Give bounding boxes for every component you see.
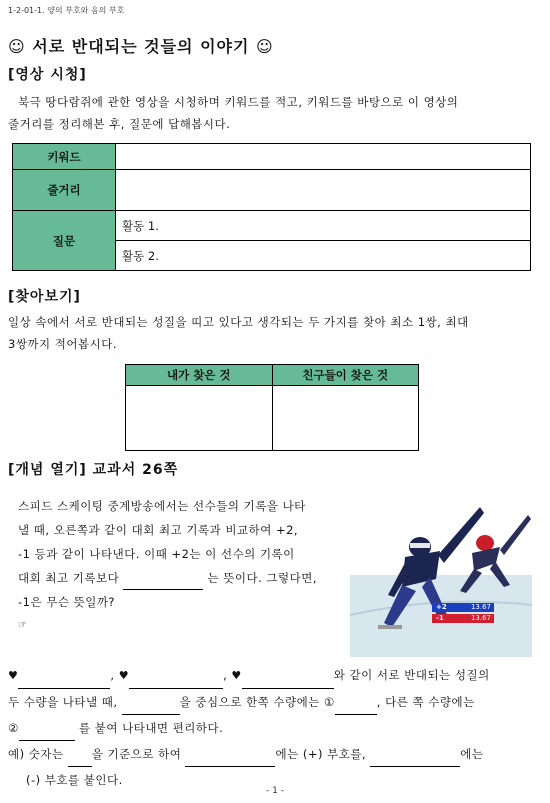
example-b: 을 기준으로 하여 xyxy=(91,747,182,761)
summary-line1 xyxy=(8,662,548,689)
plot-header: 줄거리 xyxy=(13,170,116,211)
score-plus: +2 xyxy=(436,603,447,611)
video-table xyxy=(12,143,531,271)
pointer-icon: ☞ xyxy=(18,620,28,631)
summary-line3-a: ② xyxy=(8,721,19,735)
concept-line5: -1은 무슨 뜻일까? xyxy=(18,595,116,609)
find-section-heading: [찾아보기] xyxy=(8,289,81,305)
blank-3[interactable] xyxy=(242,674,334,689)
my-findings-cell[interactable] xyxy=(126,386,273,451)
summary-block xyxy=(8,662,548,793)
skater-illustration xyxy=(350,495,532,657)
blank-minus-side[interactable] xyxy=(370,752,460,767)
blank-plus-side[interactable] xyxy=(185,752,275,767)
friends-findings-header: 친구들이 찾은 것 xyxy=(272,365,419,386)
summary-line2-a: 두 수량을 나타낼 때, xyxy=(8,695,118,709)
example-line2: (-) 부호를 붙인다. xyxy=(26,773,123,787)
concept-line2: 낼 때, 오른쪽과 같이 대회 최고 기록과 비교하여 +2, xyxy=(18,523,299,537)
video-instruction-line1: 북극 땅다람쥐에 관한 영상을 시청하며 키워드를 적고, 키워드를 바탕으로 이 영상의 xyxy=(18,95,459,109)
friends-findings-cell[interactable] xyxy=(272,386,419,451)
page-title: ☺ 서로 반대되는 것들의 이야기 ☺ xyxy=(8,37,274,56)
keyword-header: 키워드 xyxy=(13,144,116,170)
concept-line4-start: 대회 최고 기록보다 xyxy=(18,571,120,585)
heart-icon: ♥ xyxy=(8,669,19,682)
page-number: - 1 - xyxy=(266,786,284,796)
plot-cell[interactable] xyxy=(116,170,531,211)
concept-line1: 스피드 스케이팅 중계방송에서는 선수들의 기록을 나타 xyxy=(18,499,306,513)
score-minus: -1 xyxy=(436,614,444,622)
example-c: 에는 (+) 부호를, xyxy=(275,747,367,761)
example-a: 예) 숫자는 xyxy=(8,747,64,761)
concept-line4 xyxy=(18,566,317,590)
blank-sign2[interactable] xyxy=(19,726,75,741)
comma: , xyxy=(110,668,115,682)
heart-icon: ♥ xyxy=(118,669,130,682)
blank-2[interactable] xyxy=(129,674,223,689)
video-section-heading: [영상 시청] xyxy=(8,67,87,83)
heart-icon: ♥ xyxy=(231,669,242,682)
document-code: 1-2-01-1. 양의 부호와 음의 부호 xyxy=(8,6,125,15)
activity1-cell[interactable]: 활동 1. xyxy=(116,211,531,241)
example-line1 xyxy=(8,741,548,767)
concept-blank[interactable] xyxy=(123,575,203,590)
question-header: 질문 xyxy=(13,211,116,271)
activity2-cell[interactable]: 활동 2. xyxy=(116,241,531,271)
summary-line3 xyxy=(8,715,548,741)
summary-line1-end: 와 같이 서로 반대되는 성질의 xyxy=(333,668,490,682)
summary-line2-c: , 다른 쪽 수량에는 xyxy=(376,695,475,709)
find-instruction-line2: 3쌍까지 적어봅시다. xyxy=(8,337,117,351)
concept-line4-end: 는 뜻이다. 그렇다면, xyxy=(207,571,317,585)
blank-1[interactable] xyxy=(18,674,110,689)
summary-line2-b: 을 중심으로 한쪽 수량에는 ① xyxy=(179,695,335,709)
score-bar-minus xyxy=(432,614,494,623)
concept-paragraph xyxy=(18,494,317,638)
summary-line3-b: 를 붙여 나타내면 편리하다. xyxy=(78,721,224,735)
concept-line3: -1 등과 같이 나타낸다. 이때 +2는 이 선수의 기록이 xyxy=(18,547,295,561)
comma: , xyxy=(223,668,228,682)
find-table xyxy=(125,364,419,451)
concept-section-heading: [개념 열기] 교과서 26쪽 xyxy=(8,462,179,478)
score-time1: 13.67 xyxy=(470,603,491,611)
blank-sign1[interactable] xyxy=(335,700,377,715)
blank-reference[interactable] xyxy=(68,752,92,767)
my-findings-header: 내가 찾은 것 xyxy=(126,365,273,386)
score-bar-plus xyxy=(432,603,494,612)
score-time2: 13.67 xyxy=(470,614,491,622)
blank-center[interactable] xyxy=(122,700,180,715)
example-d: 에는 xyxy=(460,747,484,761)
video-instruction-line2: 줄거리를 정리해본 후, 질문에 답해봅시다. xyxy=(8,117,231,131)
summary-line2 xyxy=(8,689,548,715)
keyword-cell[interactable] xyxy=(116,144,531,170)
find-instruction-line1: 일상 속에서 서로 반대되는 성질을 띠고 있다고 생각되는 두 가지를 찾아 최소 1쌍, 최대 xyxy=(8,315,469,329)
skating-image xyxy=(350,495,532,657)
